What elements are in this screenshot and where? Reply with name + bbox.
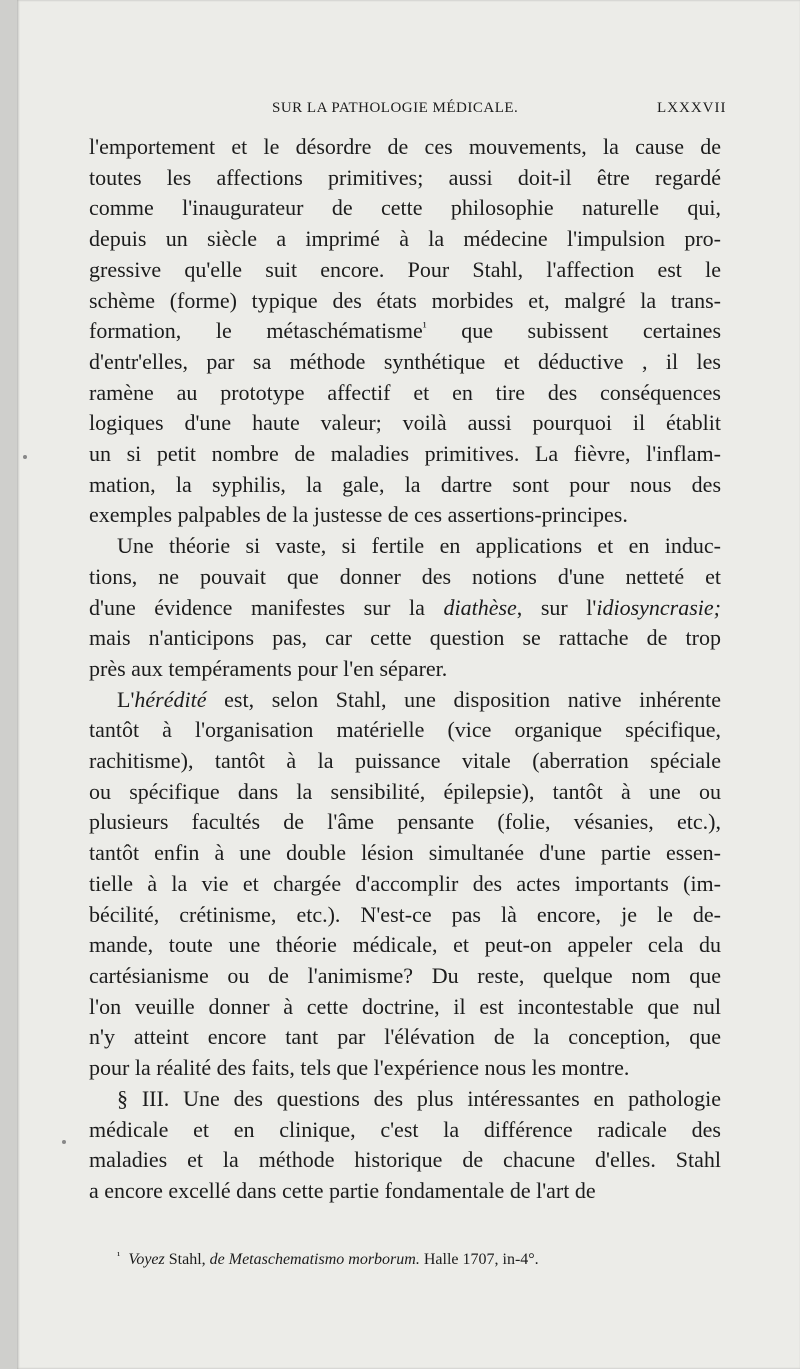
text-line: mation, la syphilis, la gale, la dartre sont pour nous des xyxy=(89,471,721,497)
text-line: cartésianisme ou de l'animisme? Du reste, quelque nom que xyxy=(89,962,721,988)
footnote-voyez: Voyez xyxy=(128,1251,165,1268)
paragraph-3 xyxy=(89,685,721,1084)
text-line: mande, toute une théorie médicale, et peut-on appeler cela du xyxy=(89,932,721,958)
footnote-title: de Metaschematismo morborum. xyxy=(209,1251,420,1268)
text-line: l'on veuille donner à cette doctrine, il est incontestable que nul xyxy=(89,993,721,1019)
text-line: d'entr'elles, par sa méthode synthétique et déductive , il les xyxy=(89,348,721,374)
body-text xyxy=(89,132,721,1207)
footnote xyxy=(117,1250,539,1269)
text-line: ou spécifique dans la sensibilité, épilepsie), tantôt à une ou xyxy=(89,778,721,804)
paragraph-1 xyxy=(89,132,721,531)
text-line: exemples palpables de la justesse de ces assertions-principes. xyxy=(89,502,628,528)
text-line: pour la réalité des faits, tels que l'expérience nous les montre. xyxy=(89,1055,630,1081)
text-line: tantôt enfin à une double lésion simultanée d'une partie essen- xyxy=(89,840,721,866)
text-line: ramène au prototype affectif et en tire des conséquences xyxy=(89,379,721,405)
text-line: toutes les affections primitives; aussi doit-il être regardé xyxy=(89,164,721,190)
italic-term: diathèse xyxy=(443,594,517,620)
footnote-edition: Halle 1707, in-4°. xyxy=(423,1251,539,1268)
text-line: rachitisme), tantôt à la puissance vitale (aberration spéciale xyxy=(89,748,721,774)
footnote-author: Stahl, xyxy=(168,1251,206,1268)
text-line: n'y atteint encore tant par l'élévation de la conception, que xyxy=(89,1024,721,1050)
paragraph-2 xyxy=(89,531,721,685)
text-line: formation, le métaschématisme$^{^1}$ que subissent certaines xyxy=(89,318,721,344)
text-line: comme l'inaugurateur de cette philosophie naturelle qui, xyxy=(89,195,721,221)
text-line: gressive qu'elle suit encore. Pour Stahl, l'affection est le xyxy=(89,256,721,282)
italic-term: hérédité xyxy=(134,686,207,712)
paragraph-4 xyxy=(89,1084,721,1207)
book-page xyxy=(17,0,800,1369)
text-line: a encore excellé dans cette partie fondamentale de l'art de xyxy=(89,1177,596,1203)
text-line: Une théorie si vaste, si fertile en applications et en induc- xyxy=(117,533,721,559)
text-line: schème (forme) typique des états morbides et, malgré la trans- xyxy=(89,287,721,313)
text-line: un si petit nombre de maladies primitives. La fièvre, l'inflam- xyxy=(89,441,721,467)
text-line: d'une évidence manifestes sur la diathèse, sur l'idiosyncrasie; xyxy=(89,594,722,620)
text-line: l'emportement et le désordre de ces mouvements, la cause de xyxy=(89,134,721,159)
page-header xyxy=(17,100,800,124)
text-line: bécilité, crétinisme, etc.). N'est-ce pas là encore, je le de- xyxy=(89,901,721,927)
text-line: médicale et en clinique, c'est la différence radicale des xyxy=(89,1116,721,1142)
text-line: maladies et la méthode historique de chacune d'elles. Stahl xyxy=(89,1147,721,1173)
page-number: LXXXVII xyxy=(657,100,727,116)
text-line: tions, ne pouvait que donner des notions d'une netteté et xyxy=(89,563,721,589)
paper-speck xyxy=(23,455,27,459)
text-line: plusieurs facultés de l'âme pensante (folie, vésanies, etc.), xyxy=(89,809,721,835)
footnote-mark: ¹ xyxy=(117,1250,121,1262)
text-line: depuis un siècle a imprimé à la médecine l'impulsion pro- xyxy=(89,226,721,252)
text-line: L'hérédité est, selon Stahl, une disposition native inhérente xyxy=(117,686,721,712)
paper-speck xyxy=(62,1140,66,1144)
text-line: mais n'anticipons pas, car cette question se rattache de trop xyxy=(89,625,721,651)
running-title: SUR LA PATHOLOGIE MÉDICALE. xyxy=(272,100,519,116)
text-line: tantôt à l'organisation matérielle (vice organique spécifique, xyxy=(89,717,721,743)
text-line: § III. Une des questions des plus intéressantes en pathologie xyxy=(117,1085,721,1111)
text-line: près aux tempéraments pour l'en séparer. xyxy=(89,655,448,681)
text-line: tielle à la vie et chargée d'accomplir des actes importants (im- xyxy=(89,870,721,896)
text-line: logiques d'une haute valeur; voilà aussi pourquoi il établit xyxy=(89,410,721,436)
italic-term: idiosyncrasie; xyxy=(596,594,722,620)
footnote-reference: ¹ xyxy=(422,319,427,335)
